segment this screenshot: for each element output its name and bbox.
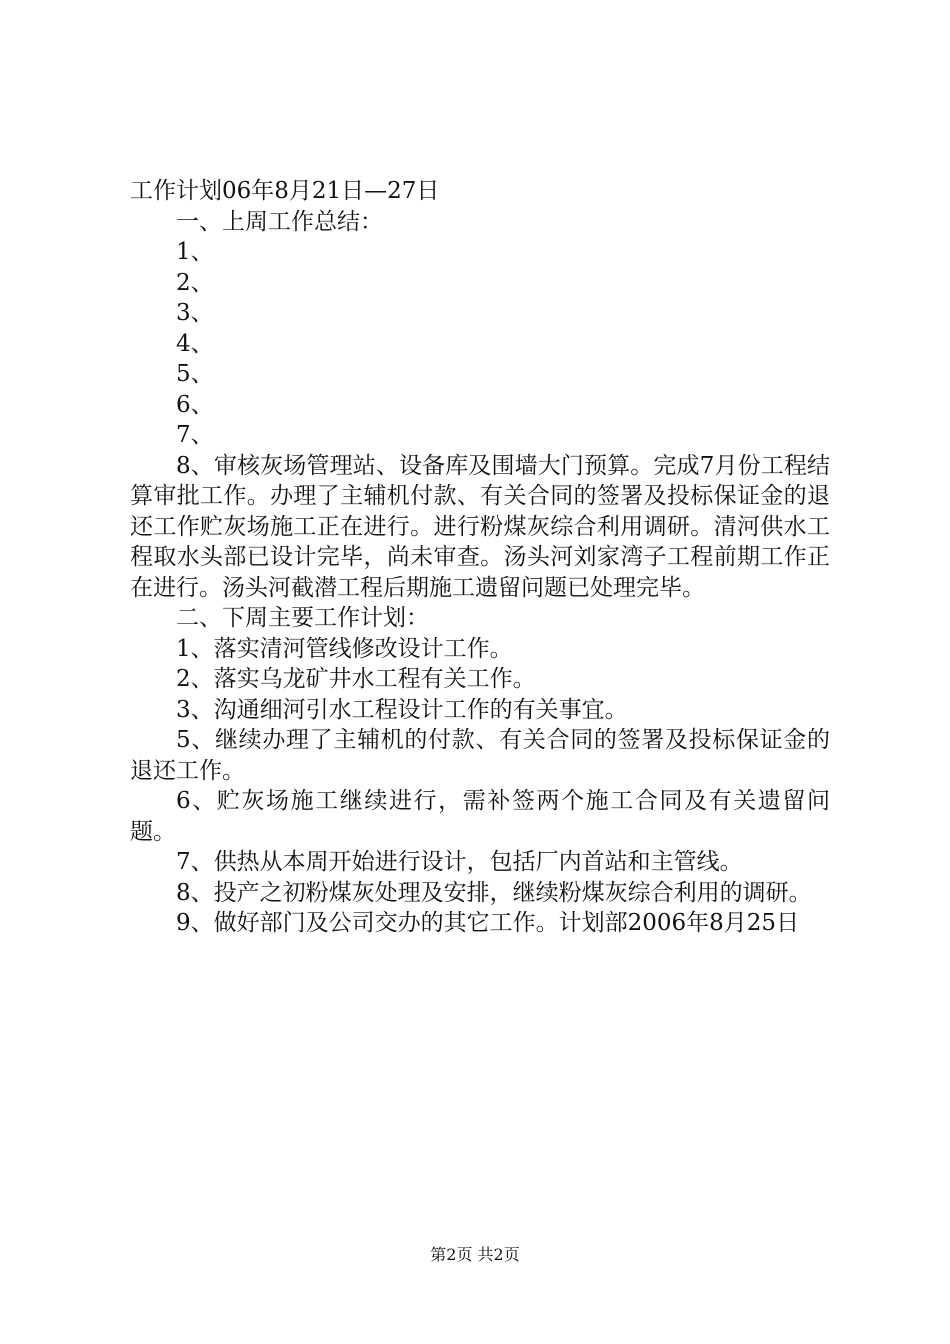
list-item: 3、沟通细河引水工程设计工作的有关事宜。 <box>176 696 628 723</box>
section1-heading: 一、上周工作总结： <box>176 208 383 235</box>
section1-item-8-paragraph: 8、审核灰场管理站、设备库及围墙大门预算。完成7月份工程结算审批工作。办理了主辅机付款、有关合同的签署及投标保证金的退还工作贮灰场施工正在进行。进行粉煤灰综合利用调研。清河供水工程取水头部已设计完毕，尚未审查。汤头河刘家湾子工程前期工作正在进行。汤头河截潜工程后期施工遗留问题已处理完毕。 <box>130 452 830 601</box>
list-item: 5、继续办理了主辅机的付款、有关合同的签署及投标保证金的退还工作。 <box>130 727 830 784</box>
list-item: 2、 <box>176 269 214 296</box>
document-title: 工作计划06年8月21日—27日 <box>130 178 440 204</box>
list-item: 8、投产之初粉煤灰处理及安排，继续粉煤灰综合利用的调研。 <box>176 879 812 906</box>
list-item: 2、落实乌龙矿井水工程有关工作。 <box>176 666 536 692</box>
list-item: 1、 <box>176 239 214 265</box>
list-item: 4、 <box>176 330 214 357</box>
document-body <box>130 176 830 939</box>
list-item: 7、供热从本周开始进行设计，包括厂内首站和主管线。 <box>176 849 743 875</box>
list-item: 6、贮灰场施工继续进行，需补签两个施工合同及有关遗留问题。 <box>130 788 830 845</box>
list-item: 7、 <box>176 422 214 448</box>
list-item: 9、做好部门及公司交办的其它工作。计划部2006年8月25日 <box>176 910 800 936</box>
section2-heading: 二、下周主要工作计划： <box>176 605 429 631</box>
list-item: 1、落实清河管线修改设计工作。 <box>176 635 513 662</box>
list-item: 6、 <box>176 391 214 418</box>
list-item: 5、 <box>176 361 214 387</box>
list-item: 3、 <box>176 300 214 326</box>
page-footer: 第2页 共2页 <box>430 1245 520 1264</box>
